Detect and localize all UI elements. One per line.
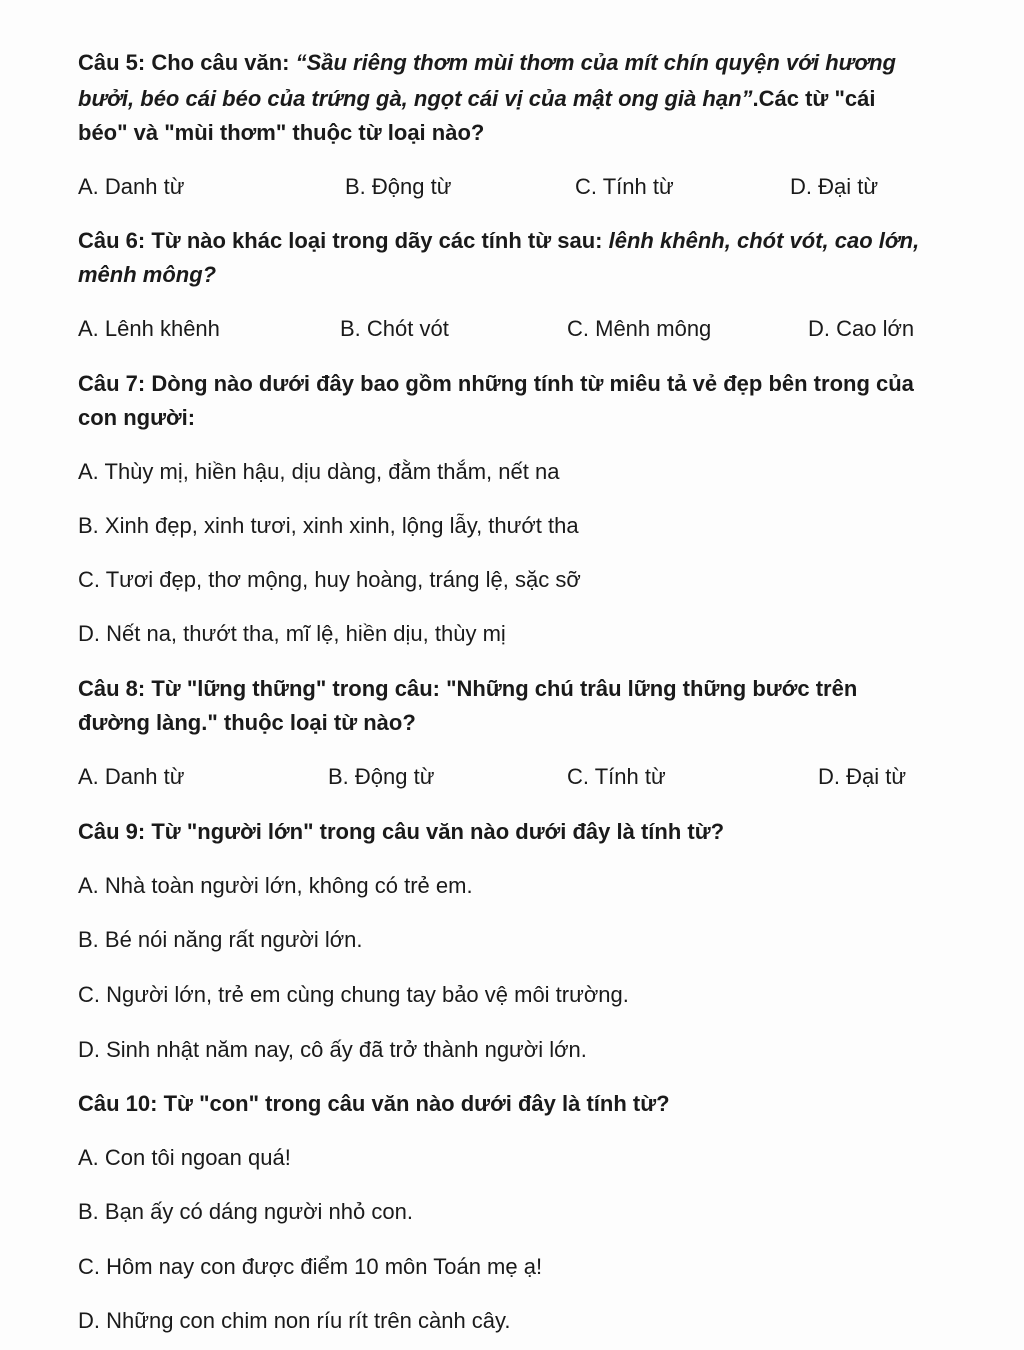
q6-option-a: A. Lênh khênh: [78, 316, 220, 341]
q5-option-d: D. Đại từ: [790, 174, 879, 199]
q9-option-d: D. Sinh nhật năm nay, cô ấy đã trở thành người lớn.: [78, 1037, 587, 1062]
q10-option-b: B. Bạn ấy có dáng người nhỏ con.: [78, 1199, 413, 1224]
q5-line-2: [78, 84, 875, 114]
q5-lead: Câu 5: Cho câu văn:: [78, 50, 296, 75]
q6-option-b: B. Chót vót: [340, 316, 449, 341]
q7-line-2: con người:: [78, 405, 196, 430]
q7-line-1: Câu 7: Dòng nào dưới đây bao gồm những tính từ miêu tả vẻ đẹp bên trong của: [78, 371, 914, 396]
q6-line-2: [78, 260, 216, 290]
q8-option-b: B. Động từ: [328, 764, 435, 789]
q9-line-1: Câu 9: Từ "người lớn" trong câu văn nào dưới đây là tính từ?: [78, 819, 725, 844]
q9-option-c: C. Người lớn, trẻ em cùng chung tay bảo vệ môi trường.: [78, 982, 629, 1007]
q9-option-b: B. Bé nói năng rất người lớn.: [78, 927, 363, 952]
q5-line-3: béo" và "mùi thơm" thuộc từ loại nào?: [78, 120, 485, 145]
q5-quote-part2: bưởi, béo cái béo của trứng gà, ngọt cái vị của mật ong già hạn”: [78, 86, 753, 111]
q6-option-d: D. Cao lớn: [808, 316, 915, 341]
q10-option-a: A. Con tôi ngoan quá!: [78, 1145, 291, 1170]
q10-option-c: C. Hôm nay con được điểm 10 môn Toán mẹ ạ!: [78, 1254, 543, 1279]
q7-option-c: C. Tươi đẹp, thơ mộng, huy hoàng, tráng lệ, sặc sỡ: [78, 567, 581, 592]
q8-line-1: Câu 8: Từ "lững thững" trong câu: "Những chú trâu lững thững bước trên: [78, 676, 858, 701]
q10-option-d: D. Những con chim non ríu rít trên cành cây.: [78, 1308, 511, 1333]
q9-option-a: A. Nhà toàn người lớn, không có trẻ em.: [78, 873, 473, 898]
q6-lead: Câu 6: Từ nào khác loại trong dãy các tính từ sau:: [78, 228, 609, 253]
q8-option-a: A. Danh từ: [78, 764, 185, 789]
q8-line-2: đường làng." thuộc loại từ nào?: [78, 710, 416, 735]
q7-option-d: D. Nết na, thướt tha, mĩ lệ, hiền dịu, thùy mị: [78, 621, 506, 646]
q5-line-1: [78, 48, 896, 78]
q5-line2-rest: .Các từ "cái: [752, 86, 876, 111]
q10-line-1: Câu 10: Từ "con" trong câu văn nào dưới đây là tính từ?: [78, 1091, 670, 1116]
q7-option-a: A. Thùy mị, hiền hậu, dịu dàng, đằm thắm, nết na: [78, 459, 560, 484]
q5-option-a: A. Danh từ: [78, 174, 185, 199]
q6-word-list-part1: lênh khênh, chót vót, cao lớn,: [608, 228, 920, 253]
q5-option-c: C. Tính từ: [575, 174, 674, 199]
q6-word-list-part2: mênh mông?: [78, 262, 217, 287]
q6-line-1: [78, 226, 919, 256]
q6-option-c: C. Mênh mông: [567, 316, 712, 341]
q5-quote-part1: “Sầu riêng thơm mùi thơm của mít chín quyện với hương: [295, 50, 896, 75]
q8-option-c: C. Tính từ: [567, 764, 666, 789]
q5-option-b: B. Động từ: [345, 174, 452, 199]
q7-option-b: B. Xinh đẹp, xinh tươi, xinh xinh, lộng lẫy, thướt tha: [78, 513, 579, 538]
q8-option-d: D. Đại từ: [818, 764, 907, 789]
